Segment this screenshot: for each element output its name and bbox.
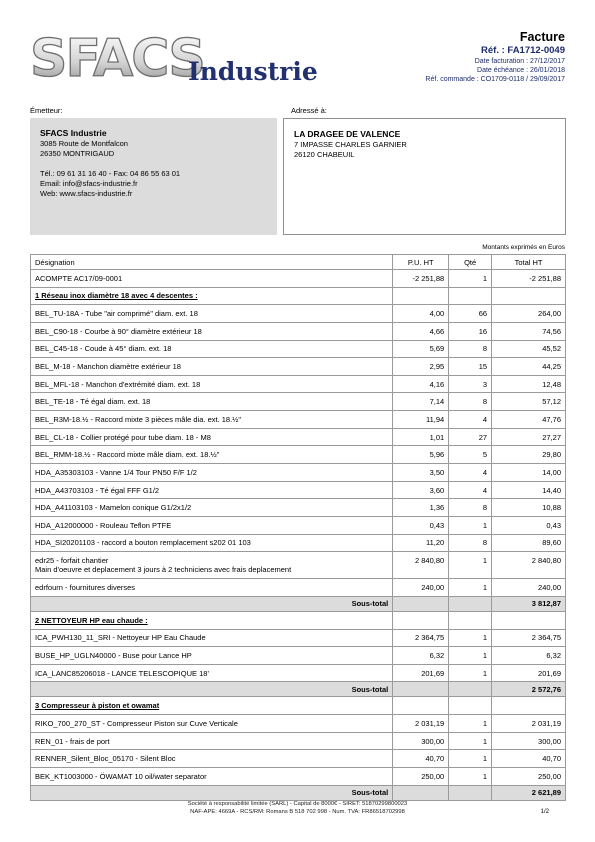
row-desc: BEL_TU-18A - Tube "air comprimé" diam. ext. 18 xyxy=(31,305,393,323)
row-pu: 6,32 xyxy=(393,647,449,665)
row-pu: 0,43 xyxy=(393,516,449,534)
subtotal-label: Sous-total xyxy=(31,785,393,800)
table-row xyxy=(31,322,566,340)
row-qte: 1 xyxy=(449,579,492,597)
row-pu: 11,20 xyxy=(393,534,449,552)
recipient-address1: 7 IMPASSE CHARLES GARNIER xyxy=(294,140,407,149)
row-qte: 15 xyxy=(449,358,492,376)
row-desc: HDA_A12000000 - Rouleau Teflon PTFE xyxy=(31,516,393,534)
row-pu: 201,69 xyxy=(393,664,449,682)
row-qte: 1 xyxy=(449,768,492,786)
row-total: 12,48 xyxy=(492,375,566,393)
table-row xyxy=(31,340,566,358)
row-qte: 3 xyxy=(449,375,492,393)
invoice-date: Date facturation : 27/12/2017 xyxy=(474,58,565,65)
row-desc: BEL_TE-18 - Té égal diam. ext. 18 xyxy=(31,393,393,411)
table-row xyxy=(31,516,566,534)
row-total: 300,00 xyxy=(492,732,566,750)
table-row xyxy=(31,375,566,393)
company-logo xyxy=(28,30,318,86)
row-desc: HDA_A35303103 - Vanne 1/4 Tour PN50 F/F 1/2 xyxy=(31,464,393,482)
row-pu: -2 251,88 xyxy=(393,270,449,288)
emitter-phone: Tél.: 09 61 31 16 40 - Fax: 04 86 55 63 01 xyxy=(40,169,181,178)
table-row xyxy=(31,629,566,647)
table-row xyxy=(31,768,566,786)
row-qte: 1 xyxy=(449,629,492,647)
section-row xyxy=(31,697,566,715)
subtotal-row xyxy=(31,785,566,800)
row-desc: HDA_SI20201103 - raccord a bouton remplacement s202 01 103 xyxy=(31,534,393,552)
row-pu: 250,00 xyxy=(393,768,449,786)
invoice-header xyxy=(425,30,565,84)
row-pu: 11,94 xyxy=(393,411,449,429)
row-qte: 5 xyxy=(449,446,492,464)
emitter-box xyxy=(30,118,277,235)
invoice-ref: Réf. : FA1712-0049 xyxy=(481,45,565,56)
col-header-total: Total HT xyxy=(492,255,566,270)
row-qte: 1 xyxy=(449,750,492,768)
row-pu: 300,00 xyxy=(393,732,449,750)
emitter-email: Email: info@sfacs-industrie.fr xyxy=(40,179,138,188)
table-row xyxy=(31,428,566,446)
subtotal-value: 3 812,87 xyxy=(492,596,566,611)
row-pu: 2 031,19 xyxy=(393,715,449,733)
section-title: 1 Réseau inox diamètre 18 avec 4 descentes : xyxy=(31,287,393,305)
row-desc: ICA_LANC85206018 - LANCE TELESCOPIQUE 18' xyxy=(31,664,393,682)
row-desc xyxy=(31,552,393,579)
table-row xyxy=(31,481,566,499)
emitter-name: SFACS Industrie xyxy=(40,128,107,138)
subtotal-row xyxy=(31,596,566,611)
col-header-pu: P.U. HT xyxy=(393,255,449,270)
row-qte: 8 xyxy=(449,393,492,411)
table-header-row xyxy=(31,255,566,270)
row-total: 14,40 xyxy=(492,481,566,499)
table-row xyxy=(31,305,566,323)
row-pu: 2,95 xyxy=(393,358,449,376)
row-total: 45,52 xyxy=(492,340,566,358)
row-pu: 3,50 xyxy=(393,464,449,482)
subtotal-label: Sous-total xyxy=(31,682,393,697)
row-qte: 1 xyxy=(449,270,492,288)
row-desc: BUSE_HP_UGLN40000 - Buse pour Lance HP xyxy=(31,647,393,665)
recipient-label: Adressé à: xyxy=(291,106,327,115)
row-total: 47,76 xyxy=(492,411,566,429)
table-row xyxy=(31,270,566,288)
section-row xyxy=(31,287,566,305)
row-pu: 240,00 xyxy=(393,579,449,597)
invoice-lines-table xyxy=(30,254,566,801)
emitter-address1: 3085 Route de Montfalcon xyxy=(40,139,128,148)
logo-sub-text: Industrie xyxy=(188,57,318,86)
legal-footer xyxy=(0,800,595,816)
table-row xyxy=(31,732,566,750)
recipient-box xyxy=(283,118,566,235)
table-row xyxy=(31,499,566,517)
table-row xyxy=(31,552,566,579)
row-total: 264,00 xyxy=(492,305,566,323)
row-desc-line1: edr25 - forfait chantier xyxy=(35,556,109,566)
row-total: 14,00 xyxy=(492,464,566,482)
section-title: 2 NETTOYEUR HP eau chaude : xyxy=(31,611,393,629)
emitter-label: Émetteur: xyxy=(30,106,63,115)
table-row xyxy=(31,715,566,733)
order-ref: Réf. commande : CO1709-0118 / 29/09/2017 xyxy=(425,76,565,83)
row-pu: 7,14 xyxy=(393,393,449,411)
row-qte: 4 xyxy=(449,481,492,499)
row-desc: BEL_C90-18 - Courbe à 90° diamètre extérieur 18 xyxy=(31,322,393,340)
row-total: 0,43 xyxy=(492,516,566,534)
row-qte: 1 xyxy=(449,664,492,682)
table-row xyxy=(31,393,566,411)
table-row xyxy=(31,664,566,682)
table-row xyxy=(31,464,566,482)
logo-main-text: SFACS xyxy=(30,30,204,86)
col-header-designation: Désignation xyxy=(31,255,393,270)
row-pu: 4,00 xyxy=(393,305,449,323)
due-date: Date échéance : 26/01/2018 xyxy=(477,67,565,74)
row-total: 27,27 xyxy=(492,428,566,446)
subtotal-value: 2 621,89 xyxy=(492,785,566,800)
col-header-qte: Qté xyxy=(449,255,492,270)
row-desc: REN_01 - frais de port xyxy=(31,732,393,750)
row-desc: edrfourn - fournitures diverses xyxy=(31,579,393,597)
row-total: 40,70 xyxy=(492,750,566,768)
row-qte: 1 xyxy=(449,732,492,750)
row-total: 89,60 xyxy=(492,534,566,552)
table-row xyxy=(31,579,566,597)
section-row xyxy=(31,611,566,629)
row-total: 29,80 xyxy=(492,446,566,464)
row-qte: 1 xyxy=(449,647,492,665)
row-total: 10,88 xyxy=(492,499,566,517)
row-desc: RIKO_700_270_ST - Compresseur Piston sur Cuve Verticale xyxy=(31,715,393,733)
row-desc: BEL_R3M-18.½ - Raccord mixte 3 pièces mâle dia. ext. 18.½" xyxy=(31,411,393,429)
row-qte: 4 xyxy=(449,464,492,482)
row-desc: BEL_CL-18 - Collier protégé pour tube diam. 18 - M8 xyxy=(31,428,393,446)
table-row xyxy=(31,750,566,768)
row-qte: 8 xyxy=(449,499,492,517)
row-desc: ICA_PWH130_11_SRI - Nettoyeur HP Eau Chaude xyxy=(31,629,393,647)
row-qte: 8 xyxy=(449,534,492,552)
row-total: 240,00 xyxy=(492,579,566,597)
row-pu: 3,60 xyxy=(393,481,449,499)
row-total: -2 251,88 xyxy=(492,270,566,288)
row-total: 250,00 xyxy=(492,768,566,786)
row-desc: BEL_M-18 - Manchon diamètre extérieur 18 xyxy=(31,358,393,376)
row-pu: 40,70 xyxy=(393,750,449,768)
table-row xyxy=(31,534,566,552)
footer-line2: NAF-APE: 4669A - RCS/RM: Romans B 518 702 998 - Num. TVA: FR86518702998 xyxy=(190,809,405,815)
footer-line1: Société à responsabilité limitée (SARL) - Capital de 8000€ - SIRET: 51870299800023 xyxy=(187,801,408,807)
row-desc-line2: Main d'oeuvre et deplacement 3 jours à 2 techniciens avec frais deplacement xyxy=(35,565,292,575)
recipient-address2: 26120 CHABEUIL xyxy=(294,150,355,159)
row-pu: 2 840,80 xyxy=(393,552,449,579)
row-qte: 27 xyxy=(449,428,492,446)
row-qte: 16 xyxy=(449,322,492,340)
row-total: 201,69 xyxy=(492,664,566,682)
row-desc: ACOMPTE AC17/09-0001 xyxy=(31,270,393,288)
row-desc: BEL_RMM-18.½ - Raccord mixte mâle diam. ext. 18.½" xyxy=(31,446,393,464)
subtotal-label: Sous-total xyxy=(31,596,393,611)
row-qte: 1 xyxy=(449,715,492,733)
row-desc: BEL_C45-18 - Coude à 45° diam. ext. 18 xyxy=(31,340,393,358)
row-pu: 4,66 xyxy=(393,322,449,340)
row-qte: 4 xyxy=(449,411,492,429)
table-row xyxy=(31,647,566,665)
row-desc: BEK_KT1003000 - ÖWAMAT 10 oil/water separator xyxy=(31,768,393,786)
row-total: 57,12 xyxy=(492,393,566,411)
table-row xyxy=(31,411,566,429)
row-total: 2 840,80 xyxy=(492,552,566,579)
row-total: 2 031,19 xyxy=(492,715,566,733)
recipient-name: LA DRAGEE DE VALENCE xyxy=(294,129,401,139)
row-pu: 1,36 xyxy=(393,499,449,517)
page-number: 1/2 xyxy=(540,809,549,815)
row-qte: 8 xyxy=(449,340,492,358)
row-total: 74,56 xyxy=(492,322,566,340)
subtotal-row xyxy=(31,682,566,697)
section-title: 3 Compresseur à piston et owamat xyxy=(31,697,393,715)
row-pu: 5,69 xyxy=(393,340,449,358)
subtotal-value: 2 572,76 xyxy=(492,682,566,697)
row-qte: 1 xyxy=(449,552,492,579)
invoice-title: Facture xyxy=(519,30,565,44)
row-total: 6,32 xyxy=(492,647,566,665)
row-desc: HDA_A41103103 - Mamelon conique G1/2x1/2 xyxy=(31,499,393,517)
table-row xyxy=(31,358,566,376)
emitter-address2: 26350 MONTRIGAUD xyxy=(40,149,115,158)
row-pu: 4,16 xyxy=(393,375,449,393)
row-pu: 2 364,75 xyxy=(393,629,449,647)
row-desc: HDA_A43703103 - Té égal FFF G1/2 xyxy=(31,481,393,499)
row-pu: 1,01 xyxy=(393,428,449,446)
row-pu: 5,96 xyxy=(393,446,449,464)
row-total: 44,25 xyxy=(492,358,566,376)
table-row xyxy=(31,446,566,464)
row-desc: BEL_MFL-18 - Manchon d'extrémité diam. ext. 18 xyxy=(31,375,393,393)
row-qte: 1 xyxy=(449,516,492,534)
row-total: 2 364,75 xyxy=(492,629,566,647)
row-qte: 66 xyxy=(449,305,492,323)
emitter-web: Web: www.sfacs-industrie.fr xyxy=(40,189,133,198)
currency-note: Montants exprimés en Euros xyxy=(482,244,565,251)
row-desc: RENNER_Silent_Bloc_05170 - Silent Bloc xyxy=(31,750,393,768)
